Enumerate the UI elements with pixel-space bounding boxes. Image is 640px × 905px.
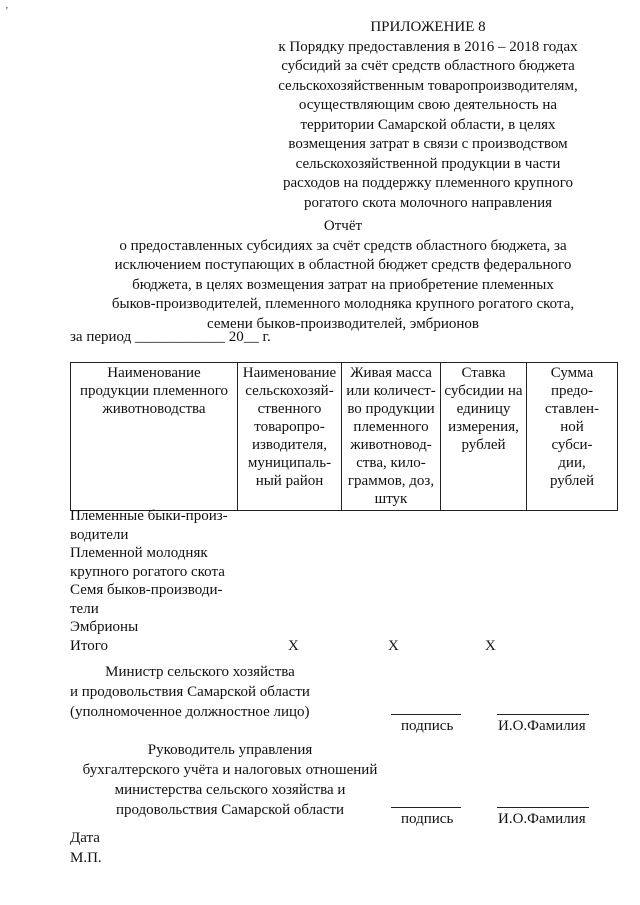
report-line: семени быков-производителей, эмбрионов (207, 315, 479, 332)
name-label: И.О.Фамилия (498, 718, 586, 734)
report-line: бюджета, в целях возмещения затрат на приобретение племенных (132, 276, 554, 293)
table-header-row (71, 363, 618, 511)
report-line: быков-производителей, племенного молодняка крупного рогатого скота, (111, 296, 575, 312)
total-label: Итого (70, 637, 108, 654)
report-line: исключением поступающих в областной бюджет средств федерального (114, 257, 572, 273)
table-row: Племенные быки-произ- (70, 508, 228, 524)
name-line (497, 807, 589, 808)
total-mark: X (388, 637, 399, 654)
appendix-line: территории Самарской области, в целях (300, 116, 556, 133)
minister-signature-block (70, 662, 370, 722)
subsidy-table (70, 362, 618, 511)
appendix-line: к Порядку предоставления в 2016 – 2018 годах (278, 38, 578, 55)
table-row: Племенной молодняк (70, 545, 208, 561)
minister-line: Министр сельского хозяйства (105, 664, 295, 680)
minister-line: и продовольствия Самарской области (70, 684, 310, 700)
table-row-cont: крупного рогатого скота (70, 563, 225, 580)
accounting-line: министерства сельского хозяйства и (114, 782, 346, 798)
appendix-title: ПРИЛОЖЕНИЕ 8 (370, 19, 486, 35)
appendix-line: рогатого скота молочного направления (303, 194, 553, 211)
minister-line: (уполномоченное должностное лицо) (70, 704, 310, 720)
appendix-line: возмещения затрат в связи с производством (288, 136, 568, 152)
total-mark: X (288, 637, 299, 654)
appendix-line: сельскохозяйственной продукции в части (295, 155, 561, 172)
signature-line (391, 714, 461, 715)
signature-line (391, 807, 461, 808)
header-rate: Ставка субсидии на единицу измерения, рублей (441, 363, 527, 511)
header-product-name: Наименование продукции племенного животноводства (71, 363, 238, 511)
accounting-signature-block (70, 740, 390, 820)
accounting-line: бухгалтерского учёта и налоговых отношений (82, 762, 378, 778)
report-heading (70, 217, 616, 334)
header-amount: Сумма предо- ставлен- ной субси- дии, рублей (527, 363, 618, 511)
signature-label: подпись (401, 718, 454, 734)
date-stamp-block (70, 828, 102, 868)
table-row-cont: водители (70, 526, 129, 543)
header-quantity: Живая масса или количест- во продукции племенного животновод- ства, кило- граммов, доз, штук (342, 363, 441, 511)
appendix-line: субсидий за счёт средств областного бюджета (281, 58, 575, 74)
report-title: Отчёт (323, 218, 363, 234)
appendix-line: расходов на поддержку племенного крупного (282, 175, 574, 191)
total-mark: X (485, 637, 496, 654)
table-row: Эмбрионы (70, 619, 139, 635)
table-row-cont: тели (70, 600, 99, 617)
accounting-line: продовольствия Самарской области (115, 802, 345, 818)
table-body (70, 507, 630, 655)
signature-label: подпись (401, 811, 454, 827)
stamp-label: М.П. (70, 850, 102, 866)
report-line: о предоставленных субсидиях за счёт средств областного бюджета, за (119, 237, 567, 254)
corner-mark: ' (6, 6, 8, 17)
table-row: Семя быков-производи- (70, 582, 223, 598)
date-label: Дата (70, 830, 100, 846)
header-producer-name: Наименование сельскохозяй- ственного товаропро- изводителя, муниципаль- ный район (238, 363, 342, 511)
appendix-line: сельскохозяйственным товаропроизводителям, (278, 77, 578, 94)
period-line: за период ____________ 20__ г. (70, 329, 271, 345)
total-row (70, 637, 630, 656)
name-line (497, 714, 589, 715)
appendix-line: осуществляющим свою деятельность на (298, 97, 558, 113)
name-label: И.О.Фамилия (498, 811, 586, 827)
appendix-header (258, 18, 598, 213)
accounting-line: Руководитель управления (147, 742, 313, 758)
